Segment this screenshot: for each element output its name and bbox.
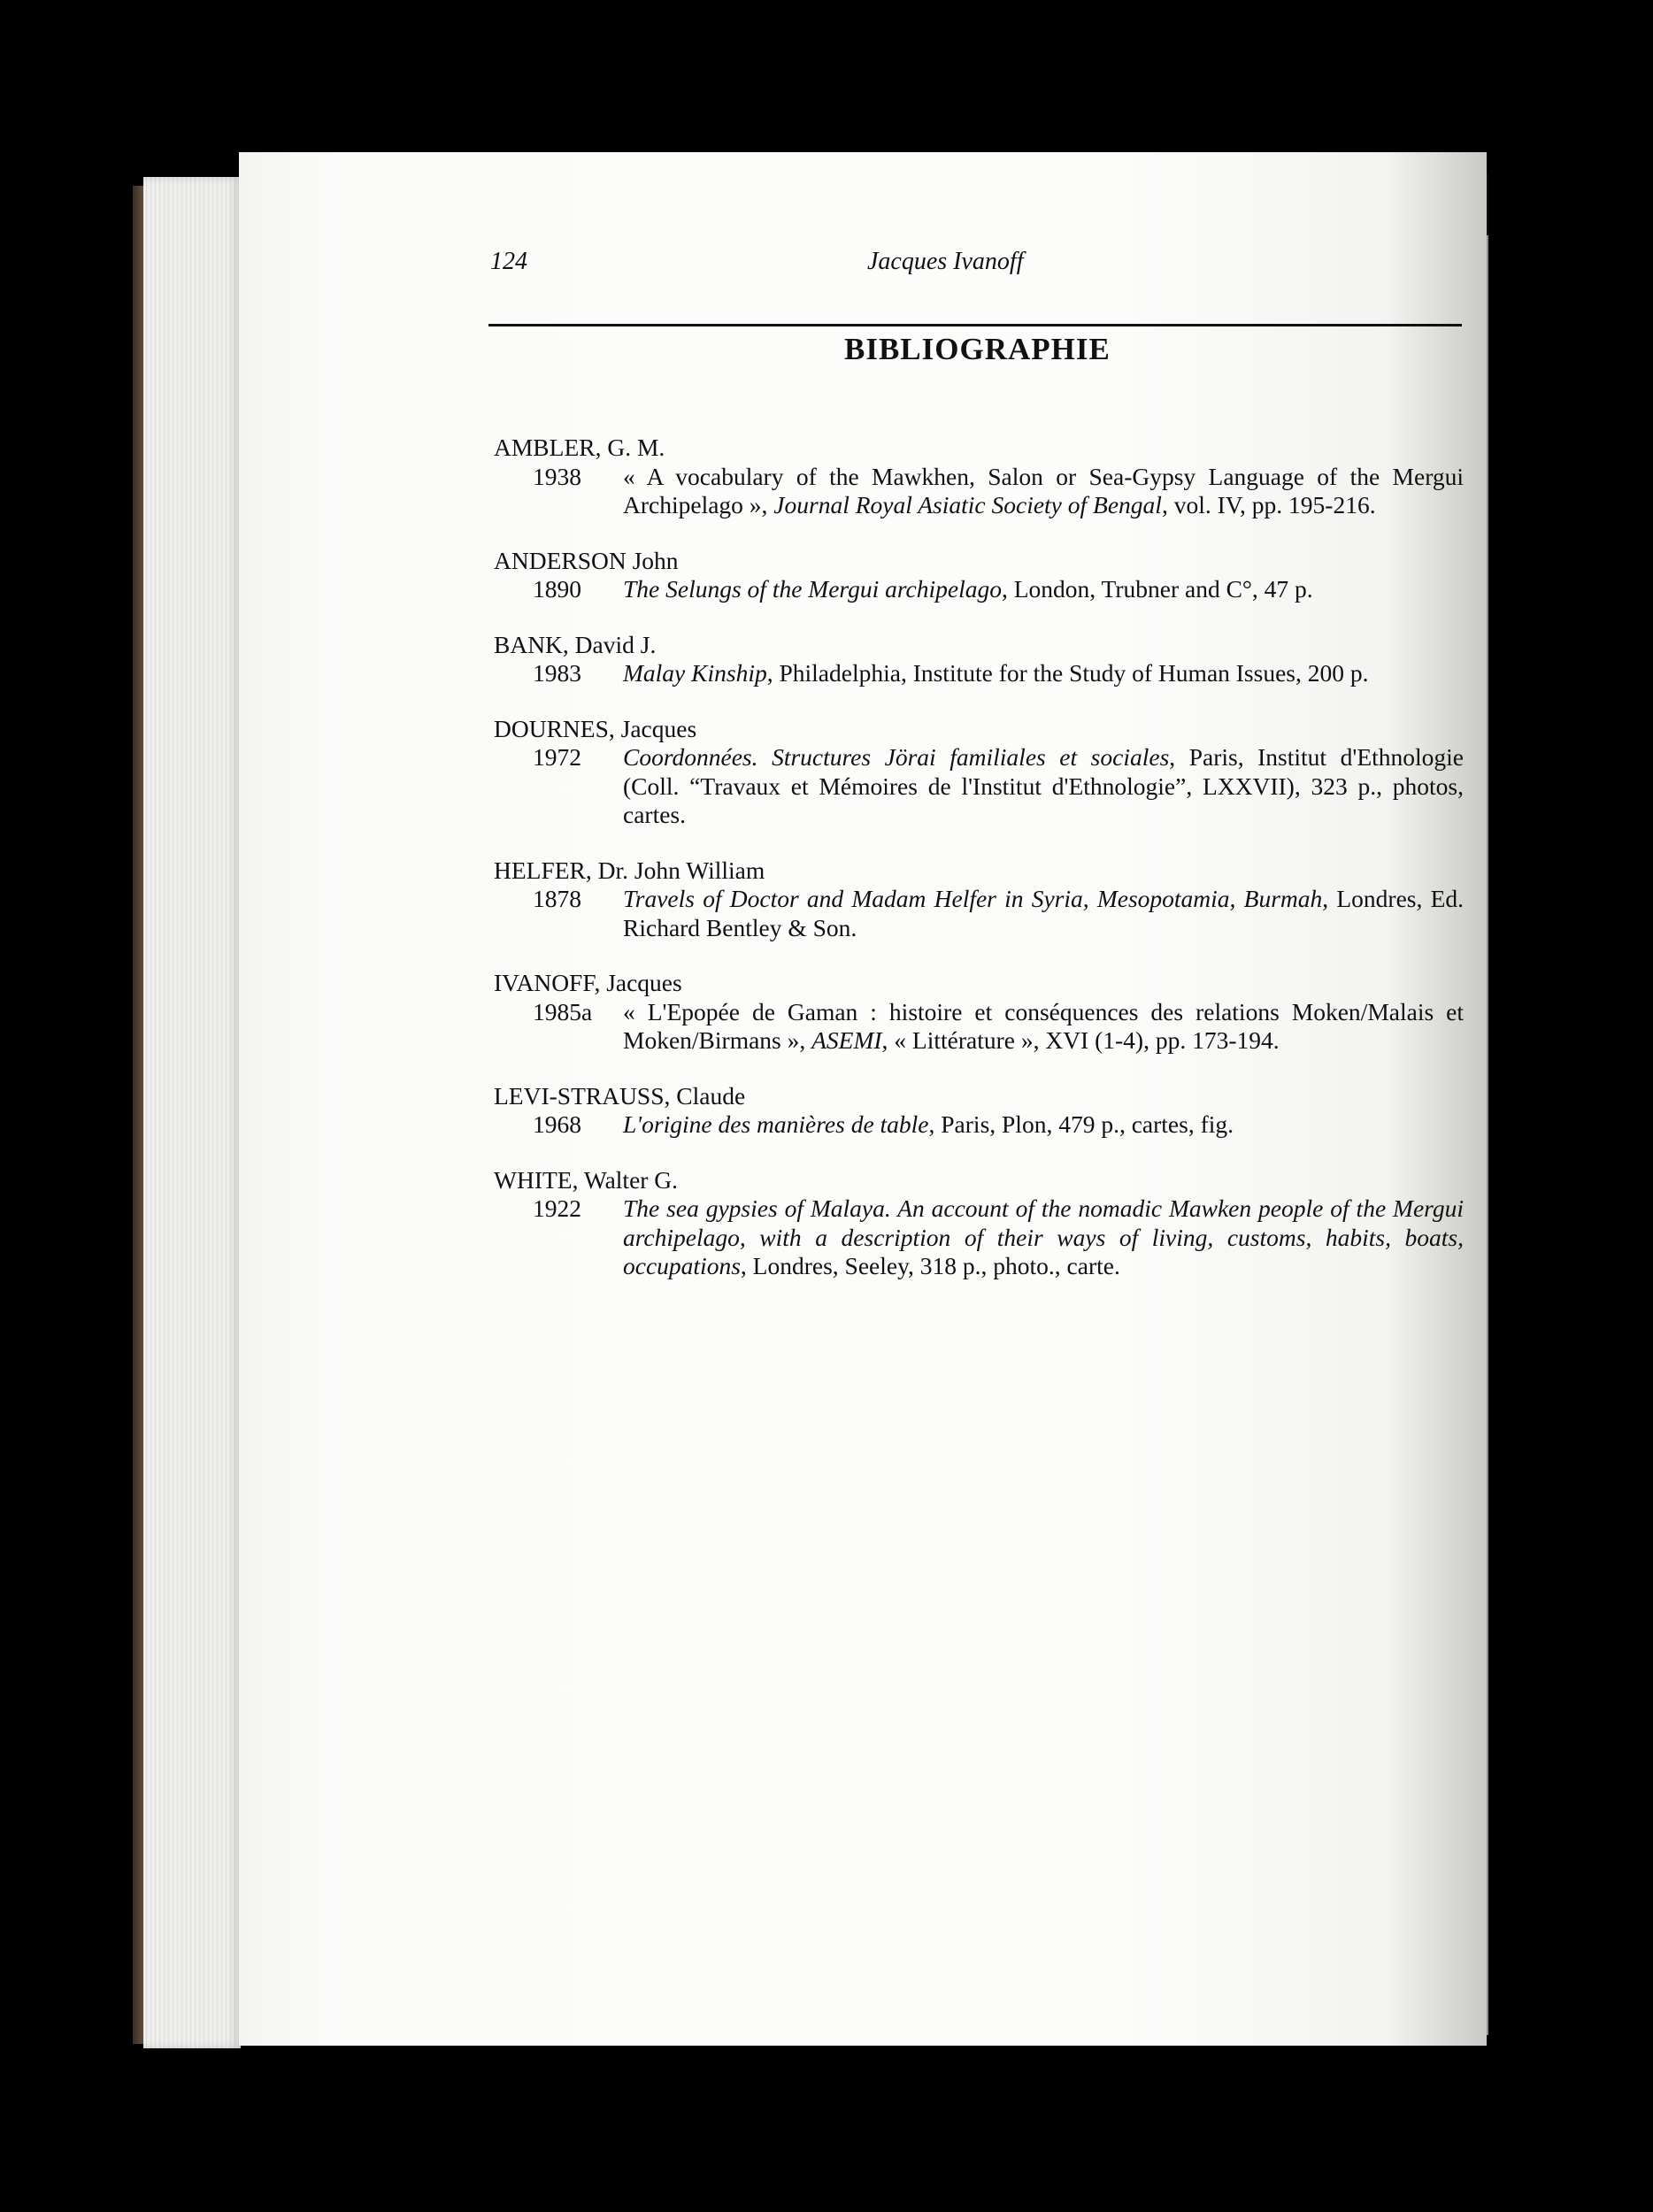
bibliography-entry	[494, 631, 1464, 688]
reference-title: Malay Kinship	[623, 659, 767, 687]
page-edges	[143, 177, 241, 2048]
entry-year: 1985a	[533, 997, 593, 1025]
reference-text: , vol. IV, pp. 195-216.	[1161, 491, 1376, 518]
entry-author: AMBLER, G. M.	[494, 434, 665, 461]
entry-author: WHITE, Walter G.	[494, 1165, 679, 1194]
entry-reference	[623, 659, 1464, 688]
reference-text: , Paris, Institut d'Ethnologie (Coll. “Travaux et Mémoires de l'Institut d'Ethnologie”, LXXVII), 323 p., photos, cartes.	[623, 743, 1464, 828]
page-number: 124	[490, 248, 527, 275]
entry-year: 1983	[533, 659, 581, 687]
entry-author: ANDERSON John	[494, 546, 679, 574]
reference-text: , Paris, Plon, 479 p., cartes, fig.	[928, 1110, 1234, 1138]
reference-text: « L'Epopée de Gaman : histoire et conséquences des relations Moken/Malais et Moken/Birmans »,	[623, 997, 1464, 1054]
entry-reference	[623, 463, 1464, 520]
entry-row	[494, 463, 1464, 520]
entry-year: 1972	[533, 743, 581, 771]
entry-row	[494, 1194, 1464, 1281]
entry-row	[494, 575, 1464, 604]
bibliography-entry	[494, 969, 1464, 1056]
reference-title: Journal Royal Asiatic Society of Bengal	[773, 491, 1162, 518]
entry-reference	[623, 885, 1464, 942]
reference-title: L'origine des manières de table	[623, 1110, 929, 1138]
reference-text: « A vocabulary of the Mawkhen, Salon or Sea-Gypsy Language of the Mergui Archipelago »,	[623, 462, 1464, 518]
reference-title: The sea gypsies of Malaya. An account of the nomadic Mawken people of the Mergui archipelago, with a description of their ways of living, customs, habits, boats, occupations	[623, 1194, 1464, 1279]
reference-title: Travels of Doctor and Madam Helfer in Syria, Mesopotamia, Burmah	[623, 885, 1323, 912]
entry-row	[494, 743, 1464, 830]
entry-year: 1938	[533, 462, 581, 490]
entry-row	[494, 1110, 1464, 1140]
entry-year: 1968	[533, 1110, 581, 1138]
entry-author: HELFER, Dr. John William	[494, 856, 765, 884]
entry-reference	[623, 1110, 1464, 1140]
reference-title: The Selungs of the Mergui archipelago	[623, 575, 1002, 603]
bibliography-entry	[494, 1082, 1464, 1140]
entry-reference	[623, 575, 1464, 604]
reference-title: ASEMI	[811, 1026, 882, 1054]
bibliography-entry	[494, 1166, 1464, 1281]
bibliography-entry	[494, 715, 1464, 830]
running-head: Jacques Ivanoff	[867, 248, 1024, 275]
entry-year: 1890	[533, 575, 581, 603]
entry-author: LEVI-STRAUSS, Claude	[494, 1081, 746, 1110]
entry-row	[494, 885, 1464, 942]
reference-title: Coordonnées. Structures Jörai familiales et sociales	[623, 743, 1170, 771]
bibliography-entry	[494, 434, 1464, 520]
entry-author: DOURNES, Jacques	[494, 714, 697, 742]
reference-text: , Londres, Ed. Richard Bentley & Son.	[623, 885, 1464, 941]
header-rule	[488, 324, 1462, 326]
bibliography-entry	[494, 547, 1464, 604]
book-page	[239, 152, 1487, 2046]
reference-text: , « Littérature », XVI (1-4), pp. 173-194.	[881, 1026, 1280, 1054]
entry-reference	[623, 998, 1464, 1056]
bibliography-entry	[494, 856, 1464, 943]
entry-reference	[623, 743, 1464, 830]
entry-author: IVANOFF, Jacques	[494, 969, 682, 996]
entry-row	[494, 659, 1464, 688]
entry-reference	[623, 1194, 1464, 1281]
reference-text: , London, Trubner and C°, 47 p.	[1001, 575, 1313, 603]
entry-year: 1878	[533, 885, 581, 912]
entry-year: 1922	[533, 1194, 581, 1222]
entry-author: BANK, David J.	[494, 630, 657, 658]
reference-text: , Londres, Seeley, 318 p., photo., carte.	[740, 1252, 1120, 1279]
entry-row	[494, 998, 1464, 1056]
section-title: BIBLIOGRAPHIE	[844, 332, 1111, 366]
bibliography-list	[494, 434, 1464, 1308]
reference-text: , Philadelphia, Institute for the Study of Human Issues, 200 p.	[766, 659, 1369, 687]
